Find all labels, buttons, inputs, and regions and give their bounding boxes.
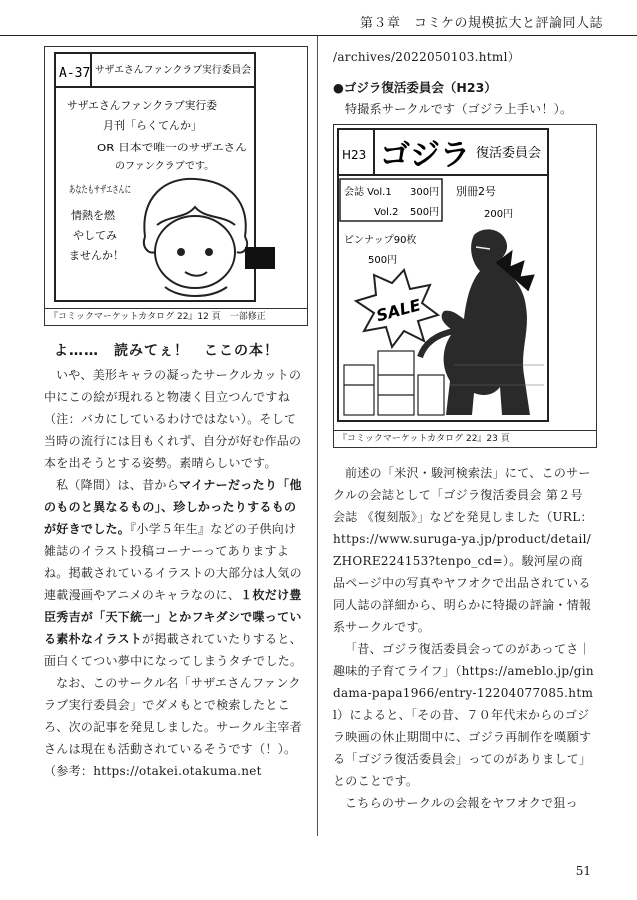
page-number: 51: [575, 864, 591, 878]
fig-a-title: サザエさんファンクラブ実行委員会: [95, 65, 255, 76]
fig-b-code: H23: [342, 148, 367, 162]
left-paragraph-2: [44, 474, 306, 672]
fig-b-pinup-price: 500円: [368, 255, 398, 266]
fig-b-extra: 別冊2号: [456, 185, 496, 198]
fig-b-vol2: Vol.2: [374, 207, 399, 218]
section-heading: よ…… 読みてぇ！ ここの本！: [54, 343, 279, 359]
redaction-block: [245, 247, 275, 269]
left-paragraph-3: なお、このサークル名「サザエさんファンクラブ実行委員会」でダメもとで検索したところ、次の記事を発見しました。サークル主宰者さんは現在も活動されているそうです（！）。（参考：https://otakei.otakuma.net: [44, 676, 302, 778]
p2-part-e: が掲載されていたりすると、面白くてつい夢中になってしまうタチでした。: [44, 632, 303, 668]
fig-b-title-small: 復活委員会: [476, 146, 542, 161]
left-column: [44, 46, 306, 782]
godzilla-intro: 特撮系サークルです（ゴジラ上手い！）。: [345, 102, 573, 116]
p2-bold-b: １枚だけ豊臣秀吉が「天下統一」とかフキダシで喋っている素朴なイラスト: [44, 588, 302, 646]
fig-b-vol2-price: 500円: [410, 207, 440, 218]
fig-a-line-5: あなたもサザエさんに: [69, 185, 169, 196]
fig-a-caption: 『コミックマーケットカタログ 22』12 頁 一部修正: [45, 308, 307, 325]
figure-godzilla: [333, 124, 597, 448]
godzilla-circle-cut-illustration: [334, 125, 596, 427]
left-paragraph-1: いや、美形キャラの凝ったサークルカットの中にこの絵が現れると物凄く目立つんですね（注：バカにしているわけではない）。そして当時の流行には目もくれず、自分が好む作品の本を出そうとする姿勢。素晴らしいです。: [44, 368, 302, 470]
city-buildings: [344, 351, 444, 415]
sazae-face-drawing: [144, 179, 247, 296]
godzilla-section-heading: ●ゴジラ復活委員会（H23）: [333, 80, 497, 95]
sale-starburst: [356, 270, 438, 347]
chapter-header: 第３章 コミケの規模拡大と評論同人誌: [359, 16, 603, 31]
right-paragraph-1: 前述の「米沢・駿河検索法」にて、このサークルの会誌として「ゴジラ復活委員会 第２号会誌 《復刻版》」などを発見しました（URL：https://www.suruga-ya.jp/product/detail/ZHORE224153?tenpo_cd=）。駿河屋の商品ページ中の写真やヤフオクで出品されている同人誌の詳細から、明らかに特撮の評論・情報系サークルです。: [333, 466, 593, 634]
sazae-circle-cut-illustration: [45, 47, 307, 305]
fig-b-pinup: ピンナップ90枚: [344, 235, 417, 246]
sale-label: SALE: [374, 295, 423, 326]
fig-a-line-2: 月刊「らくてんか」: [103, 119, 202, 132]
column-divider: [317, 36, 318, 836]
p2-part-a: 私（降間）は、昔から: [56, 478, 180, 492]
right-paragraph-3: こちらのサークルの会報をヤフオクで狙っ: [345, 796, 578, 810]
fig-a-line-8: ませんか！: [69, 249, 124, 262]
fig-b-vol1-price: 300円: [410, 187, 440, 198]
p2-bold-a: マイナーだったり「他のものと異なるもの」、珍しかったりするものが好きでした。: [44, 478, 302, 536]
fig-a-line-4: のファンクラブです。: [115, 161, 215, 172]
fig-a-line-3: OR 日本で唯一のサザエさん: [97, 143, 225, 154]
fig-b-title-big: ゴジラ: [380, 138, 470, 173]
fig-b-caption: 『コミックマーケットカタログ 22』23 頁: [334, 430, 596, 447]
right-paragraph-2: 「昔、ゴジラ復活委員会ってのがあってさ｜趣味的子育てライフ」（https://ameblo.jp/gindama-papa1966/entry-12204077085.html）によると、「その昔、７０年代末からのゴジラ映画の休止期間中に、ゴジラ再制作を嘆願する「ゴジラ復活委員会」ってのがありまして」とのことです。: [333, 642, 594, 788]
right-column: [333, 46, 595, 814]
fig-a-line-7: やしてみ: [73, 229, 117, 242]
godzilla-drawing: [420, 229, 544, 415]
header-rule: [0, 35, 637, 36]
fig-b-vol1: 会誌 Vol.1: [344, 187, 392, 198]
fig-b-extra-price: 200円: [484, 209, 514, 220]
fig-a-code: A-37: [59, 66, 91, 81]
p2-part-c: 『小学５年生』などの子供向け雑誌のイラスト投稿コーナーってありますよね。掲載されているイラストの大部分は人気の連載漫画やアニメのキャラなのに、: [44, 522, 302, 602]
url-continuation: /archives/2022050103.html）: [333, 50, 521, 64]
figure-sazae: [44, 46, 308, 326]
fig-a-line-6: 情熱を燃: [71, 209, 115, 222]
fig-a-line-1: サザエさんファンクラブ実行委: [67, 99, 217, 112]
